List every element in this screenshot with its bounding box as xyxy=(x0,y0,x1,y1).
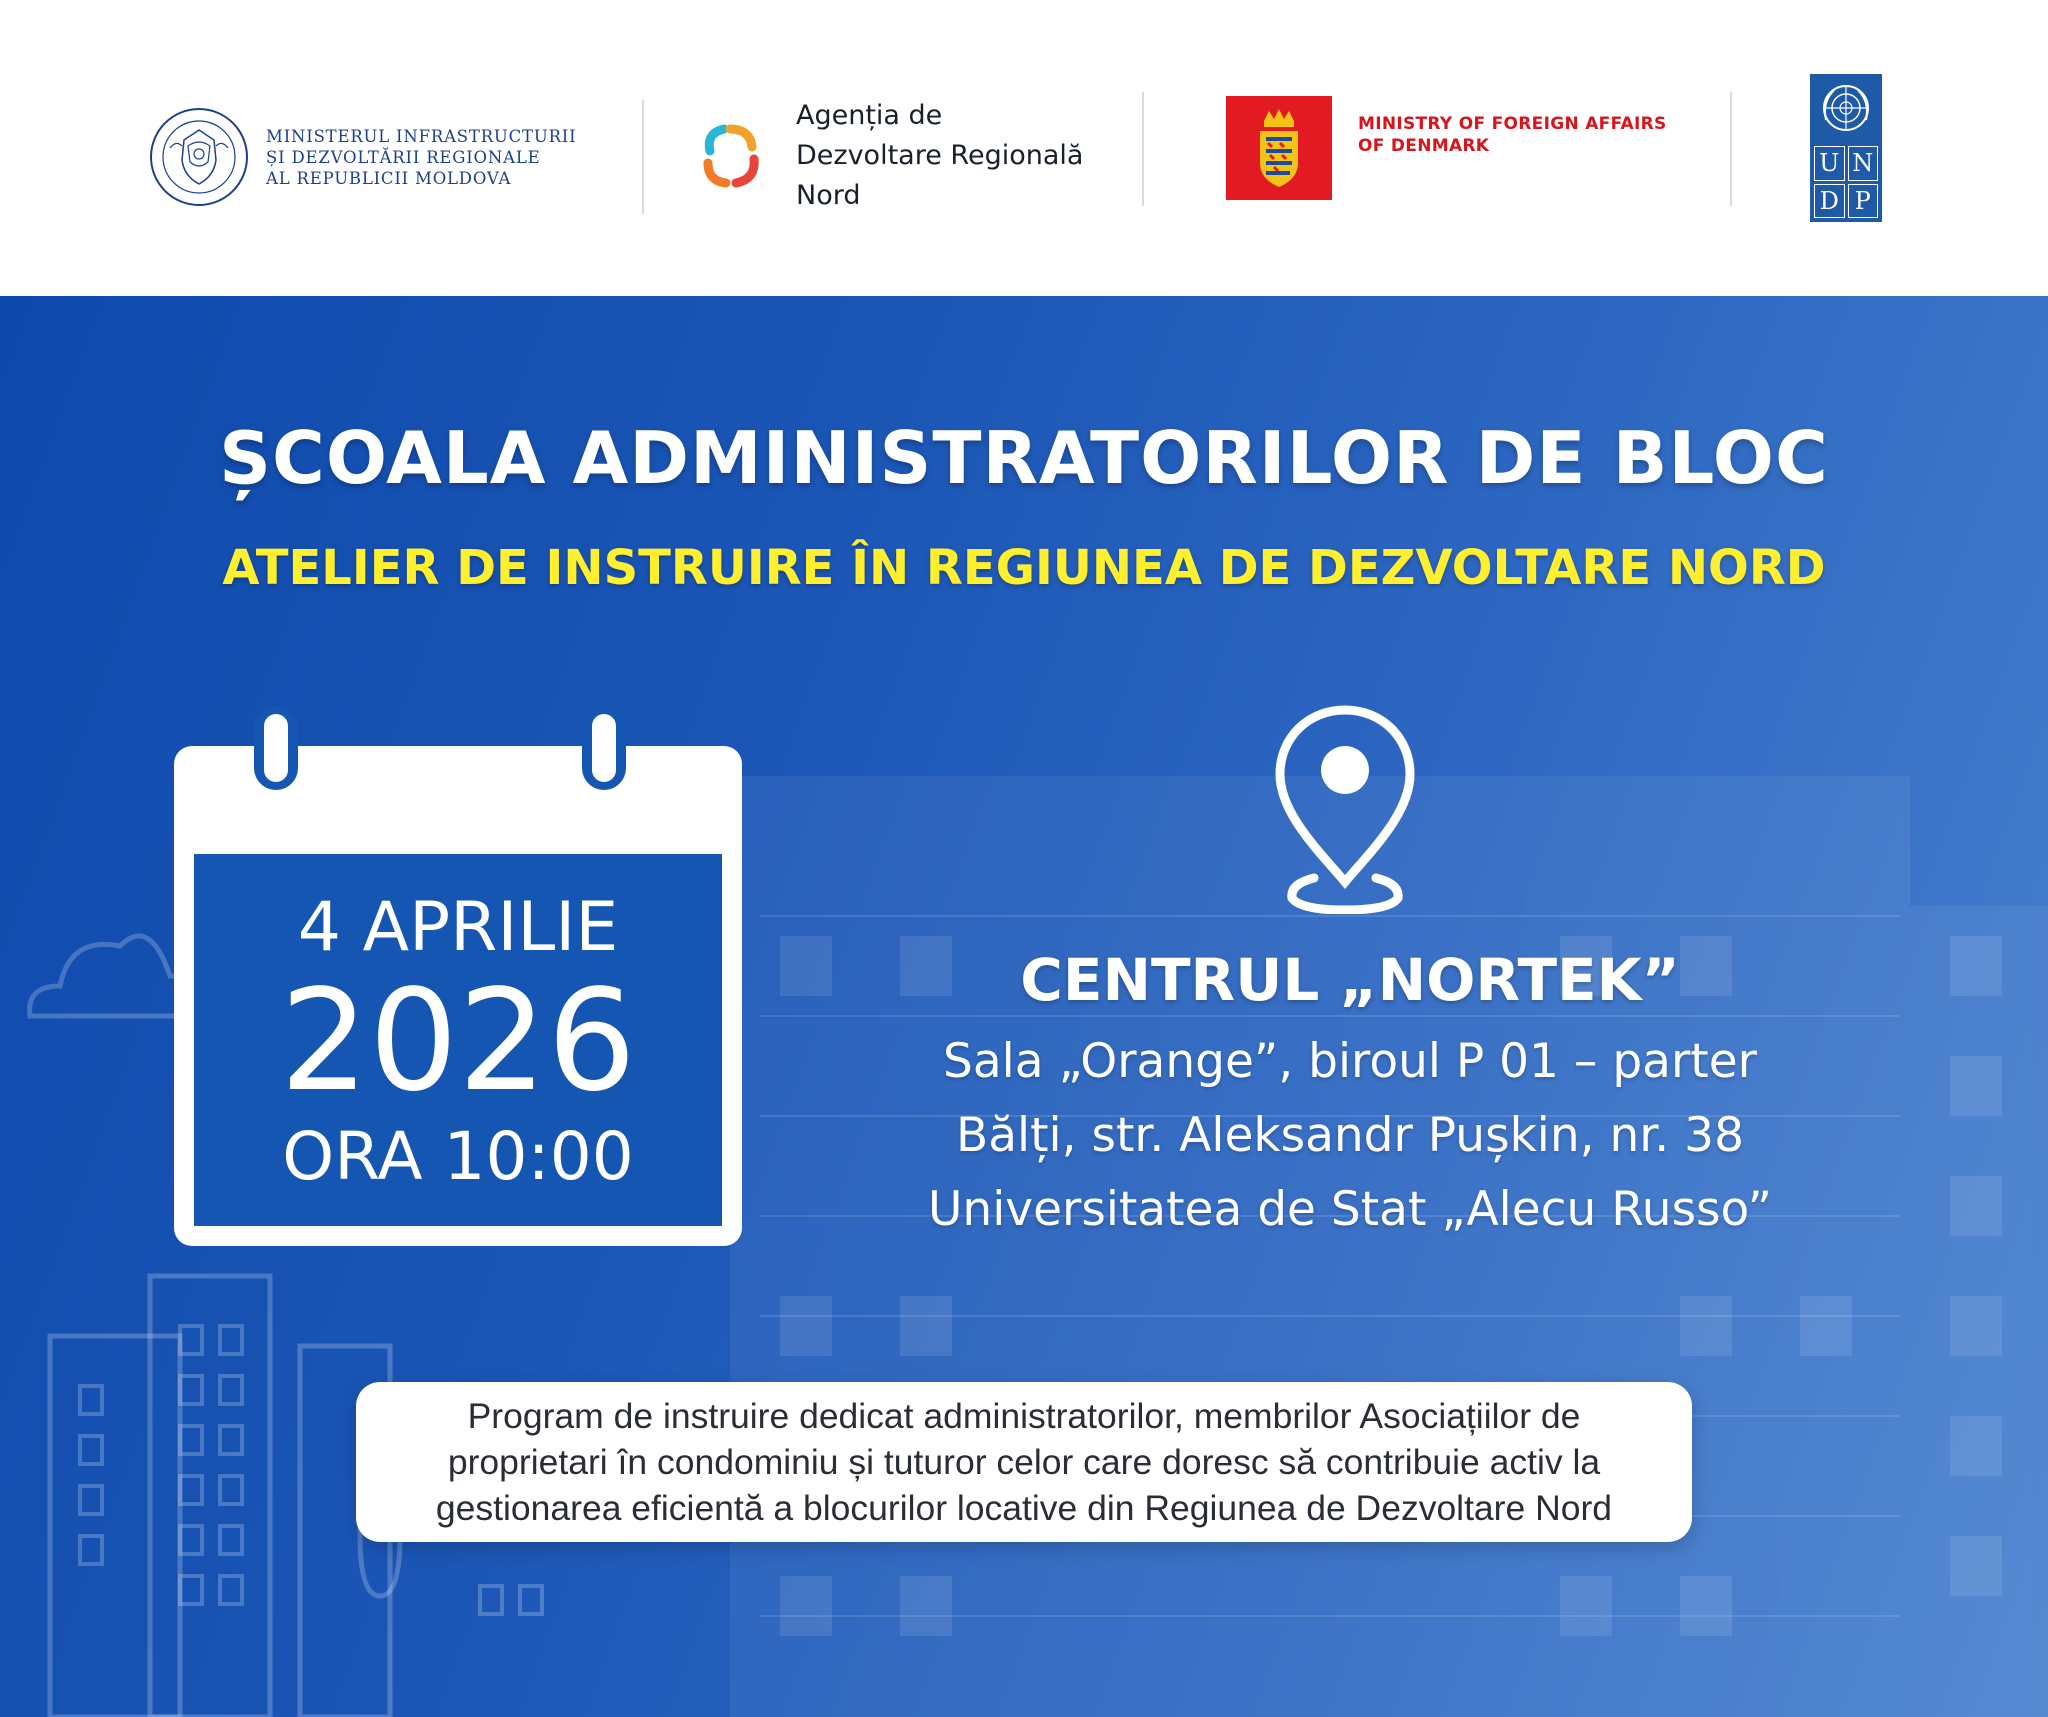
undp-letter: P xyxy=(1848,184,1879,219)
adr-name-line-1: Agenția de xyxy=(796,100,943,131)
government-seal-icon xyxy=(148,100,250,214)
venue-name: CENTRUL „NORTEK” xyxy=(1020,946,1680,1014)
header-divider xyxy=(1142,92,1144,206)
adr-name-line-3: Nord xyxy=(796,180,861,211)
royal-crest-icon xyxy=(1254,107,1304,189)
ministry-logo xyxy=(148,100,576,214)
event-time: ORA 10:00 xyxy=(282,1118,634,1195)
venue-institution: Universitatea de Stat „Alecu Russo” xyxy=(928,1182,1772,1237)
event-year: 2026 xyxy=(279,960,637,1123)
adr-swirl-logo-icon xyxy=(696,121,766,191)
event-subtitle: ATELIER DE INSTRUIRE ÎN REGIUNEA DE DEZVOLTARE NORD xyxy=(222,540,1826,596)
header-divider xyxy=(642,100,644,214)
event-poster xyxy=(0,296,2048,1717)
header-divider xyxy=(1730,92,1732,206)
un-emblem-icon xyxy=(1818,80,1874,136)
ministry-name-line-2: ȘI DEZVOLTĂRII REGIONALE xyxy=(266,147,541,167)
undp-letter: N xyxy=(1848,146,1879,181)
program-description-card xyxy=(356,1382,1692,1542)
description-line-2: proprietari în condominiu și tuturor celor care doresc să contribuie activ la xyxy=(447,1442,1601,1482)
undp-letter: D xyxy=(1814,184,1845,219)
event-day-month: 4 APRILIE xyxy=(297,888,619,967)
location-pin-icon xyxy=(1270,704,1420,914)
ministry-name-line-3: AL REPUBLICII MOLDOVA xyxy=(266,168,512,188)
denmark-name-line-1: MINISTRY OF FOREIGN AFFAIRS xyxy=(1358,114,1667,134)
venue-room: Sala „Orange”, biroul P 01 – parter xyxy=(943,1034,1757,1089)
undp-letter: U xyxy=(1814,146,1845,181)
denmark-name-line-2: OF DENMARK xyxy=(1358,136,1490,156)
description-line-3: gestionarea eficientă a blocurilor locative din Regiunea de Dezvoltare Nord xyxy=(435,1488,1613,1528)
logo-header xyxy=(0,0,2048,296)
venue-address: Bălți, str. Aleksandr Pușkin, nr. 38 xyxy=(955,1108,1744,1163)
adr-nord-logo xyxy=(696,96,1083,216)
undp-logo xyxy=(1810,74,1882,222)
description-line-1: Program de instruire dedicat administratorilor, membrilor Asociațiilor de xyxy=(467,1396,1581,1436)
ministry-name-line-1: MINISTERUL INFRASTRUCTURII xyxy=(266,126,577,146)
denmark-mfa-logo xyxy=(1226,96,1667,200)
adr-name-line-2: Dezvoltare Regională xyxy=(796,140,1084,171)
event-title: ȘCOALA ADMINISTRATORILOR DE BLOC xyxy=(219,416,1829,500)
